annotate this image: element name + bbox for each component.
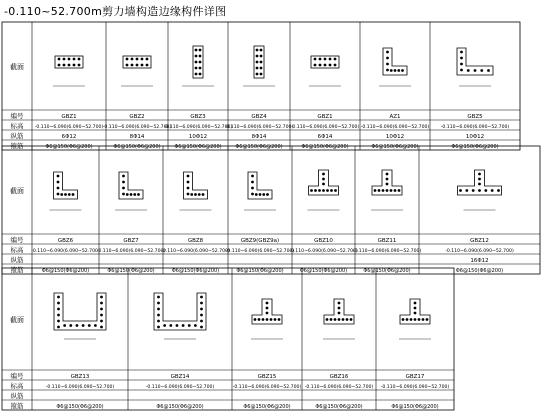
rebar-dot bbox=[68, 58, 70, 60]
rebar-dot bbox=[338, 312, 340, 314]
rebar-dot bbox=[65, 194, 67, 196]
cell-stirrup: Φ6@150(Φ6@200) bbox=[171, 268, 220, 274]
rebar-dot bbox=[72, 194, 74, 196]
rebar-dot bbox=[266, 302, 268, 304]
cell-elevation: -0.110~6.090(6.090~52.700) bbox=[161, 249, 230, 254]
row-label-stirrup: 箍筋 bbox=[10, 266, 24, 274]
cell-stirrup: Φ6@150(Φ6@200) bbox=[174, 144, 222, 150]
cell-elevation: -0.110~6.090(6.090~52.700) bbox=[96, 249, 166, 254]
rebar-dot bbox=[252, 187, 254, 189]
rebar-dot bbox=[158, 296, 160, 298]
rebar-dot bbox=[390, 70, 392, 72]
rebar-dot bbox=[346, 319, 348, 321]
rebar-dot bbox=[188, 325, 190, 327]
rebar-dot bbox=[260, 49, 262, 51]
rebar-dot bbox=[57, 175, 59, 177]
rebar-dot bbox=[57, 187, 59, 189]
cell-stirrup: Φ6@150(Φ6@200) bbox=[299, 268, 348, 274]
cell-elevation: -0.110~6.090(6.090~52.700) bbox=[440, 125, 510, 130]
rebar-dot bbox=[63, 64, 65, 66]
rebar-dot bbox=[126, 194, 128, 196]
rebar-dot bbox=[58, 58, 60, 60]
rebar-dot bbox=[201, 302, 203, 304]
rebar-dot bbox=[414, 319, 416, 321]
rebar-dot bbox=[315, 190, 317, 192]
cell-elevation: -0.110~6.090(6.090~52.700) bbox=[352, 249, 422, 254]
rebar-dot bbox=[199, 73, 201, 75]
rebar-dot bbox=[267, 194, 269, 196]
cell-elevation: -0.110~6.090(6.090~52.700) bbox=[289, 249, 358, 254]
rebar-dot bbox=[488, 70, 490, 72]
cell-elevation: -0.110~6.090(6.090~52.700) bbox=[31, 249, 100, 254]
rebar-dot bbox=[126, 58, 128, 60]
rebar-dot bbox=[58, 326, 60, 328]
row-label-elevation: 标高 bbox=[10, 246, 24, 254]
rebar-dot bbox=[123, 175, 125, 177]
rebar-dot bbox=[418, 319, 420, 321]
rebar-dot bbox=[58, 64, 60, 66]
rebar-dot bbox=[131, 58, 133, 60]
cell-stirrup: Φ6@150(Φ6@200) bbox=[301, 144, 349, 150]
rebar-dot bbox=[58, 302, 60, 304]
rebar-dot bbox=[88, 325, 90, 327]
rebar-dot bbox=[201, 308, 203, 310]
row-label-stirrup: 箍筋 bbox=[10, 402, 24, 410]
rebar-dot bbox=[414, 312, 416, 314]
section-sketch bbox=[53, 56, 85, 86]
section-sketch bbox=[379, 48, 411, 86]
cell-elevation: -0.110~6.090(6.090~52.700) bbox=[380, 385, 450, 390]
rebar-dot bbox=[195, 194, 197, 196]
rebar-dot bbox=[198, 194, 200, 196]
rebar-dot bbox=[123, 193, 125, 195]
rebar-dot bbox=[472, 190, 474, 192]
cell-stirrup: Φ6@150(Φ6@200) bbox=[41, 268, 90, 274]
cell-number: GBZ8 bbox=[187, 238, 204, 244]
row-label-longitudinal: 纵筋 bbox=[10, 132, 24, 140]
rebar-dot bbox=[398, 70, 400, 72]
rebar-dot bbox=[262, 319, 264, 321]
cell-elevation: -0.110~6.090(6.090~52.700) bbox=[232, 385, 302, 390]
rebar-dot bbox=[319, 64, 321, 66]
cell-stirrup: Φ6@150(Φ6@200) bbox=[455, 268, 504, 274]
rebar-dot bbox=[386, 183, 388, 185]
rebar-dot bbox=[263, 194, 265, 196]
rebar-dot bbox=[146, 64, 148, 66]
cell-number: GBZ7 bbox=[123, 238, 139, 244]
rebar-dot bbox=[324, 64, 326, 66]
rebar-dot bbox=[73, 64, 75, 66]
rebar-dot bbox=[461, 51, 463, 53]
cell-stirrup: Φ6@150(Φ6@200) bbox=[371, 144, 419, 150]
rebar-dot bbox=[58, 314, 60, 316]
rebar-dot bbox=[201, 296, 203, 298]
rebar-dot bbox=[58, 308, 60, 310]
rebar-dot bbox=[187, 181, 189, 183]
rebar-dot bbox=[335, 190, 337, 192]
rebar-dot bbox=[426, 319, 428, 321]
rebar-dot bbox=[485, 190, 487, 192]
rebar-dot bbox=[270, 319, 272, 321]
rebar-dot bbox=[146, 58, 148, 60]
section-sketch bbox=[371, 170, 403, 210]
rebar-dot bbox=[386, 173, 388, 175]
rebar-dot bbox=[131, 64, 133, 66]
rebar-dot bbox=[252, 193, 254, 195]
rebar-dot bbox=[374, 190, 376, 192]
cell-number: GBZ10 bbox=[314, 238, 333, 244]
cell-number: GBZ13 bbox=[70, 374, 90, 380]
rebar-dot bbox=[101, 296, 103, 298]
rebar-dot bbox=[182, 325, 184, 327]
rebar-dot bbox=[398, 190, 400, 192]
cell-longitudinal: 10Φ12 bbox=[385, 134, 405, 140]
rebar-dot bbox=[314, 58, 316, 60]
rebar-dot bbox=[254, 319, 256, 321]
rebar-dot bbox=[491, 190, 493, 192]
rebar-dot bbox=[266, 312, 268, 314]
row-label-number: 编号 bbox=[10, 236, 24, 244]
rebar-dot bbox=[338, 307, 340, 309]
rebar-dot bbox=[479, 183, 481, 185]
rebar-dot bbox=[479, 173, 481, 175]
rebar-dot bbox=[334, 58, 336, 60]
cell-stirrup: Φ6@150(Φ6@200) bbox=[236, 268, 284, 274]
cell-stirrup: Φ6@150(Φ6@200) bbox=[56, 404, 104, 410]
rebar-dot bbox=[266, 307, 268, 309]
rebar-dot bbox=[422, 319, 424, 321]
cell-elevation: -0.110~6.090(6.090~52.700) bbox=[34, 125, 104, 130]
rebar-dot bbox=[187, 193, 189, 195]
rebar-dot bbox=[199, 67, 201, 69]
section-outline bbox=[54, 293, 106, 330]
rebar-dot bbox=[329, 64, 331, 66]
cell-number: GBZ3 bbox=[190, 114, 206, 120]
rebar-dot bbox=[136, 58, 138, 60]
rebar-dot bbox=[199, 55, 201, 57]
rebar-dot bbox=[387, 51, 389, 53]
rebar-dot bbox=[338, 319, 340, 321]
cell-number: GBZ14 bbox=[170, 374, 190, 380]
rebar-dot bbox=[467, 70, 469, 72]
rebar-dot bbox=[141, 58, 143, 60]
rebar-dot bbox=[101, 308, 103, 310]
cell-stirrup: Φ6@150(Φ6@200) bbox=[107, 268, 155, 274]
rebar-dot bbox=[314, 64, 316, 66]
rebar-dot bbox=[123, 187, 125, 189]
rebar-dot bbox=[260, 73, 262, 75]
rebar-dot bbox=[73, 58, 75, 60]
rebar-dot bbox=[326, 319, 328, 321]
rebar-dot bbox=[82, 325, 84, 327]
rebar-dot bbox=[78, 64, 80, 66]
cell-stirrup: Φ6@150(Φ6@200) bbox=[235, 144, 283, 150]
section-sketch bbox=[458, 170, 502, 210]
cell-elevation: -0.110~6.090(6.090~52.700) bbox=[145, 385, 215, 390]
rebar-dot bbox=[319, 58, 321, 60]
rebar-dot bbox=[176, 325, 178, 327]
rebar-dot bbox=[390, 190, 392, 192]
cell-stirrup: Φ6@150(Φ6@200) bbox=[315, 404, 363, 410]
rebar-dot bbox=[402, 319, 404, 321]
row-label-section: 截面 bbox=[10, 187, 24, 195]
rebar-dot bbox=[164, 325, 166, 327]
rebar-dot bbox=[327, 190, 329, 192]
rebar-dot bbox=[266, 319, 268, 321]
rebar-dot bbox=[466, 190, 468, 192]
rebar-dot bbox=[158, 326, 160, 328]
cell-number: GBZ11 bbox=[377, 238, 397, 244]
rebar-dot bbox=[319, 190, 321, 192]
rebar-dot bbox=[256, 55, 258, 57]
rebar-dot bbox=[57, 181, 59, 183]
rebar-dot bbox=[498, 190, 500, 192]
rebar-dot bbox=[331, 190, 333, 192]
cell-number: GBZ16 bbox=[329, 374, 349, 380]
rebar-dot bbox=[123, 181, 125, 183]
cell-elevation: -0.110~6.090(6.090~52.700) bbox=[304, 385, 374, 390]
rebar-dot bbox=[260, 67, 262, 69]
rebar-dot bbox=[252, 181, 254, 183]
cell-longitudinal: 10Φ12 bbox=[465, 134, 485, 140]
rebar-dot bbox=[260, 61, 262, 63]
rebar-dot bbox=[387, 57, 389, 59]
rebar-dot bbox=[334, 64, 336, 66]
rebar-dot bbox=[126, 64, 128, 66]
cell-elevation: -0.110~6.090(6.090~52.700) bbox=[163, 125, 233, 130]
row-label-number: 编号 bbox=[10, 112, 24, 120]
rebar-dot bbox=[76, 325, 78, 327]
rebar-dot bbox=[136, 64, 138, 66]
rebar-dot bbox=[479, 190, 481, 192]
rebar-dot bbox=[330, 319, 332, 321]
cell-longitudinal: 8Φ14 bbox=[251, 134, 267, 140]
rebar-dot bbox=[406, 319, 408, 321]
rebar-dot bbox=[258, 319, 260, 321]
rebar-dot bbox=[394, 70, 396, 72]
cell-longitudinal: 6Φ14 bbox=[317, 134, 333, 140]
rebar-dot bbox=[386, 178, 388, 180]
cell-number: GBZ9(GBZ9a) bbox=[240, 238, 280, 244]
rebar-dot bbox=[78, 58, 80, 60]
rebar-dot bbox=[191, 194, 193, 196]
rebar-dot bbox=[311, 190, 313, 192]
rebar-dot bbox=[187, 175, 189, 177]
rebar-dot bbox=[323, 173, 325, 175]
cell-number: GBZ17 bbox=[405, 374, 425, 380]
cell-stirrup: Φ6@150(Φ6@200) bbox=[451, 144, 499, 150]
rebar-dot bbox=[201, 326, 203, 328]
rebar-dot bbox=[324, 58, 326, 60]
rebar-dot bbox=[259, 194, 261, 196]
rebar-dot bbox=[195, 73, 197, 75]
rebar-dot bbox=[323, 190, 325, 192]
cell-number: AZ1 bbox=[389, 114, 401, 120]
section-outline bbox=[154, 293, 206, 330]
rebar-dot bbox=[195, 55, 197, 57]
section-sketch bbox=[54, 293, 106, 339]
rebar-dot bbox=[68, 194, 70, 196]
section-sketch bbox=[243, 46, 275, 86]
section-sketch bbox=[115, 172, 147, 210]
rebar-dot bbox=[461, 57, 463, 59]
rebar-dot bbox=[461, 69, 463, 71]
rebar-dot bbox=[474, 70, 476, 72]
row-label-number: 编号 bbox=[10, 372, 24, 380]
rebar-dot bbox=[460, 190, 462, 192]
rebar-dot bbox=[61, 194, 63, 196]
cell-longitudinal: 10Φ12 bbox=[188, 134, 208, 140]
rebar-dot bbox=[58, 296, 60, 298]
rebar-dot bbox=[201, 320, 203, 322]
cell-longitudinal: 8Φ14 bbox=[129, 134, 145, 140]
rebar-dot bbox=[187, 187, 189, 189]
rebar-dot bbox=[256, 73, 258, 75]
cell-number: GBZ1 bbox=[61, 114, 77, 120]
cell-number: GBZ12 bbox=[470, 238, 489, 244]
rebar-dot bbox=[158, 320, 160, 322]
rebar-dot bbox=[255, 194, 257, 196]
rebar-dot bbox=[402, 70, 404, 72]
cell-stirrup: Φ6@150(Φ6@200) bbox=[363, 268, 411, 274]
rebar-dot bbox=[101, 326, 103, 328]
section-sketch bbox=[309, 56, 341, 86]
drawing-title: -0.110~52.700m剪力墙构造边缘构件详图 bbox=[4, 5, 227, 18]
cell-elevation: -0.110~6.090(6.090~52.700) bbox=[224, 125, 294, 130]
section-sketch bbox=[323, 299, 355, 339]
cell-elevation: -0.110~6.090(6.090~52.700) bbox=[225, 249, 295, 254]
cell-stirrup: Φ6@150(Φ6@200) bbox=[391, 404, 439, 410]
rebar-dot bbox=[342, 319, 344, 321]
cell-elevation: -0.110~6.090(6.090~52.700) bbox=[360, 125, 430, 130]
rebar-dot bbox=[141, 64, 143, 66]
row-label-elevation: 标高 bbox=[10, 122, 24, 130]
rebar-dot bbox=[58, 320, 60, 322]
section-sketch bbox=[308, 170, 340, 210]
rebar-dot bbox=[256, 61, 258, 63]
rebar-dot bbox=[101, 314, 103, 316]
rebar-dot bbox=[334, 319, 336, 321]
rebar-dot bbox=[158, 302, 160, 304]
rebar-dot bbox=[387, 63, 389, 65]
rebar-dot bbox=[195, 61, 197, 63]
rebar-dot bbox=[201, 314, 203, 316]
cell-stirrup: Φ6@150(Φ6@200) bbox=[243, 404, 291, 410]
section-sketch bbox=[180, 172, 212, 210]
rebar-dot bbox=[195, 49, 197, 51]
section-sketch bbox=[457, 48, 493, 86]
cell-stirrup: Φ6@150(Φ6@200) bbox=[156, 404, 204, 410]
rebar-dot bbox=[387, 69, 389, 71]
cell-longitudinal: 16Φ12 bbox=[470, 258, 489, 264]
rebar-dot bbox=[323, 183, 325, 185]
row-label-longitudinal: 纵筋 bbox=[10, 392, 24, 400]
rebar-dot bbox=[68, 64, 70, 66]
rebar-dot bbox=[194, 325, 196, 327]
rebar-dot bbox=[410, 319, 412, 321]
rebar-dot bbox=[256, 49, 258, 51]
rebar-dot bbox=[202, 194, 204, 196]
rebar-dot bbox=[414, 302, 416, 304]
section-sketch bbox=[50, 172, 82, 210]
cell-number: GBZ4 bbox=[251, 114, 267, 120]
rebar-dot bbox=[195, 67, 197, 69]
section-sketch bbox=[399, 299, 431, 339]
rebar-dot bbox=[70, 325, 72, 327]
rebar-dot bbox=[386, 190, 388, 192]
rebar-dot bbox=[199, 61, 201, 63]
rebar-dot bbox=[260, 55, 262, 57]
rebar-dot bbox=[481, 70, 483, 72]
rebar-dot bbox=[101, 302, 103, 304]
rebar-dot bbox=[274, 319, 276, 321]
section-outline bbox=[254, 46, 264, 78]
row-label-elevation: 标高 bbox=[10, 382, 24, 390]
rebar-dot bbox=[323, 178, 325, 180]
rebar-dot bbox=[64, 325, 66, 327]
rebar-dot bbox=[350, 319, 352, 321]
section-sketch bbox=[154, 293, 206, 339]
rebar-dot bbox=[382, 190, 384, 192]
rebar-dot bbox=[134, 194, 136, 196]
rebar-dot bbox=[329, 58, 331, 60]
section-outline bbox=[193, 46, 203, 78]
section-sketch bbox=[182, 46, 214, 86]
rebar-dot bbox=[57, 193, 59, 195]
cell-number: GBZ2 bbox=[129, 114, 145, 120]
section-sketch bbox=[244, 172, 276, 210]
cell-elevation: -0.110~6.090(6.090~52.700) bbox=[290, 125, 360, 130]
rebar-dot bbox=[94, 325, 96, 327]
cell-stirrup: Φ6@150(Φ6@200) bbox=[113, 144, 161, 150]
cell-elevation: -0.110~6.090(6.090~52.700) bbox=[102, 125, 172, 130]
rebar-dot bbox=[199, 49, 201, 51]
rebar-dot bbox=[378, 190, 380, 192]
row-label-section: 截面 bbox=[10, 63, 24, 71]
cell-longitudinal: 6Φ12 bbox=[61, 134, 77, 140]
section-sketch bbox=[251, 299, 283, 339]
rebar-dot bbox=[394, 190, 396, 192]
row-label-longitudinal: 纵筋 bbox=[10, 256, 24, 264]
rebar-dot bbox=[461, 63, 463, 65]
cell-stirrup: Φ6@150(Φ6@200) bbox=[45, 144, 93, 150]
cell-elevation: -0.110~6.090(6.090~52.700) bbox=[445, 249, 514, 254]
rebar-dot bbox=[101, 320, 103, 322]
row-label-section: 截面 bbox=[10, 316, 24, 324]
rebar-dot bbox=[252, 175, 254, 177]
cell-number: GBZ5 bbox=[467, 114, 483, 120]
rebar-dot bbox=[63, 58, 65, 60]
rebar-dot bbox=[158, 314, 160, 316]
cell-number: GBZ15 bbox=[257, 374, 277, 380]
cell-number: GBZ1 bbox=[317, 114, 333, 120]
rebar-dot bbox=[158, 308, 160, 310]
rebar-dot bbox=[338, 302, 340, 304]
rebar-dot bbox=[414, 307, 416, 309]
rebar-dot bbox=[170, 325, 172, 327]
rebar-dot bbox=[130, 194, 132, 196]
section-sketch bbox=[121, 56, 153, 86]
rebar-dot bbox=[256, 67, 258, 69]
rebar-dot bbox=[479, 178, 481, 180]
cell-number: GBZ6 bbox=[57, 238, 74, 244]
rebar-dot bbox=[278, 319, 280, 321]
cell-elevation: -0.110~6.090(6.090~52.700) bbox=[45, 385, 115, 390]
row-label-stirrup: 箍筋 bbox=[10, 142, 24, 150]
rebar-dot bbox=[138, 194, 140, 196]
